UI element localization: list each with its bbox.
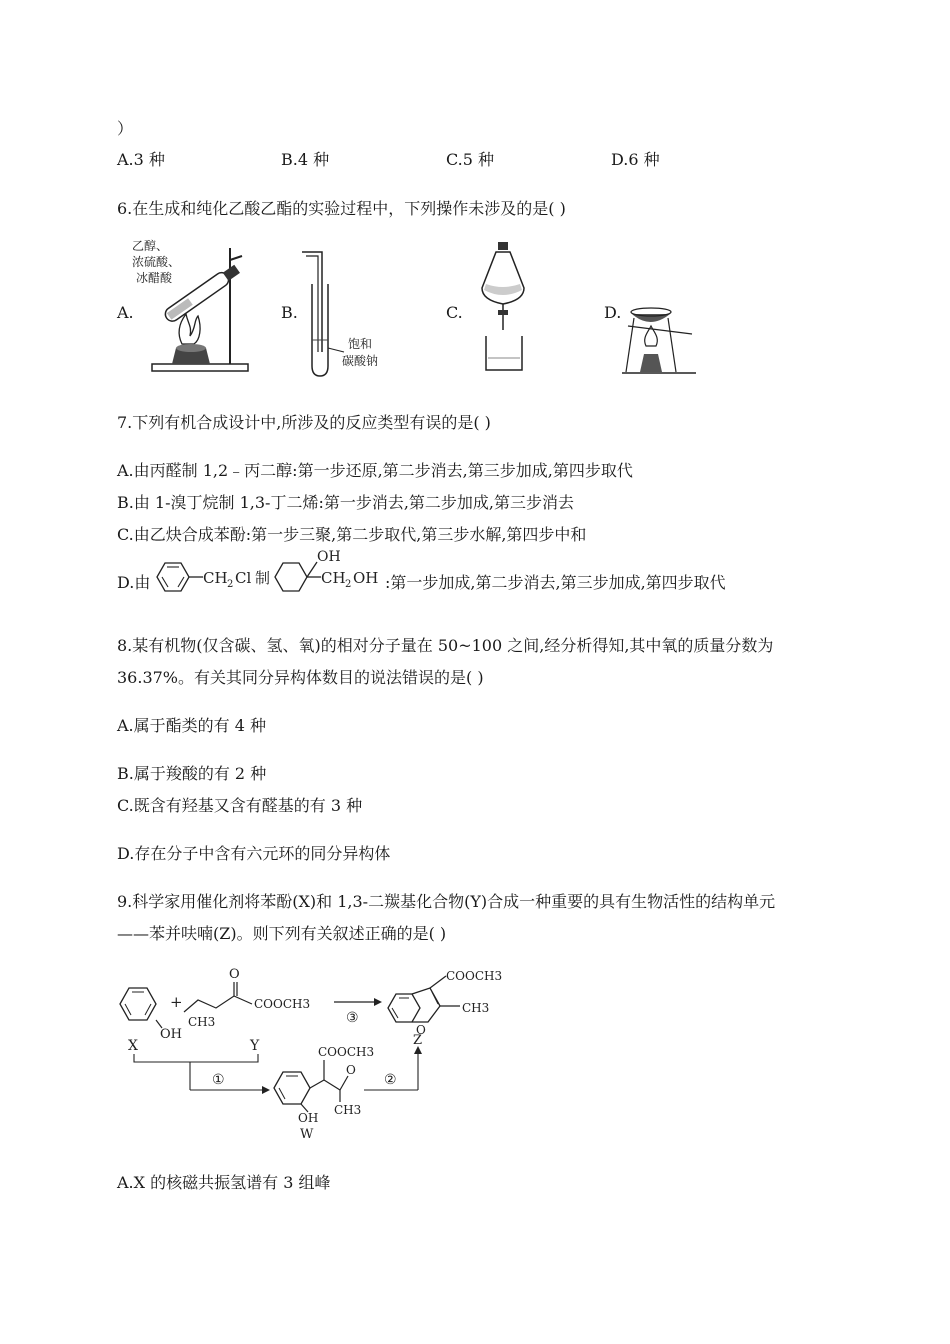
q9-stem-line1: 9.科学家用催化剂将苯酚(X)和 1,3-二羰基化合物(Y)合成一种重要的具有生物活性的结构单元 [117,892,776,911]
q5-option-b: B.4 种 [281,150,330,169]
q6-figure-a-apparatus [130,236,260,378]
q7-option-d-structures [145,548,393,596]
x-oh: OH [160,1027,182,1042]
plus-sign: + [170,993,183,1011]
label-x: X [128,1038,138,1054]
label-w: W [300,1127,314,1140]
z-ring-o: O [416,1023,426,1037]
q5-option-c: C.5 种 [446,150,495,169]
y-ch3: CH3 [188,1015,216,1029]
q6-figure-d-evaporation [622,300,698,378]
figA-line2: 浓硫酸、 [132,255,181,269]
figA-line3: 冰醋酸 [136,271,173,285]
cyclohexyl-oh: OH [317,549,341,565]
w-oh: OH [298,1111,319,1125]
q8-option-a: A.属于酯类的有 4 种 [117,716,266,735]
step-3-label: ③ [346,1010,359,1026]
q6-figure-b-apparatus [296,248,396,380]
q9-stem-line2: ——苯并呋喃(Z)。则下列有关叙述正确的是( ) [117,924,447,943]
figB-line2: 碳酸钠 [342,354,379,368]
y-cooch3: COOCH3 [254,997,311,1011]
benzyl-cl: Cl [235,569,252,587]
w-ketone-o: O [346,1063,356,1077]
q7-option-a: A.由丙醛制 1,2﹣丙二醇:第一步还原,第二步消去,第三步加成,第四步取代 [117,461,633,480]
y-ketone-o: O [229,967,240,982]
label-y: Y [250,1038,260,1054]
q8-option-c: C.既含有羟基又含有醛基的有 3 种 [117,796,363,815]
z-cooch3: COOCH3 [446,969,503,983]
figA-line1: 乙醇、 [132,239,169,253]
z-ch3: CH3 [462,1001,490,1015]
q7-option-b: B.由 1-溴丁烷制 1,3-丁二烯:第一步消去,第二步加成,第三步消去 [117,493,575,512]
hydroxymethyl-oh: OH [353,569,379,587]
q7-option-d-prefix: D.由 [117,573,151,592]
step-2-label: ② [384,1072,397,1088]
q6-label-b: B. [281,303,298,322]
w-cooch3: COOCH3 [318,1045,375,1059]
q8-stem-line1: 8.某有机物(仅含碳、氢、氧)的相对分子量在 50~100 之间,经分析得知,其中氧的质量分数为 [117,636,774,655]
q7-option-d-suffix: :第一步加成,第二步消去,第三步加成,第四步取代 [385,573,726,592]
to-word: 制 [255,569,271,587]
q9-option-a: A.X 的核磁共振氢谱有 3 组峰 [117,1173,331,1192]
hydroxymethyl-sub: 2 [345,579,352,590]
q7-stem: 7.下列有机合成设计中,所涉及的反应类型有误的是( ) [117,413,491,432]
q8-option-b: B.属于羧酸的有 2 种 [117,764,267,783]
q8-stem-line2: 36.37%。有关其同分异构体数目的说法错误的是( ) [117,668,484,687]
q6-figure-c-separatory-funnel [476,240,536,376]
benzyl-ch: CH [203,569,228,587]
q7-option-c: C.由乙炔合成苯酚:第一步三聚,第二步取代,第三步水解,第四步中和 [117,525,587,544]
continued-paren: ） [117,119,134,138]
q5-option-a: A.3 种 [117,150,165,169]
label-z: Z [413,1033,423,1048]
hydroxymethyl-ch: CH [321,569,346,587]
figB-line1: 饱和 [348,337,373,351]
q6-label-a: A. [117,303,134,322]
q8-option-d: D.存在分子中含有六元环的同分异构体 [117,844,391,863]
q6-label-d: D. [604,303,622,322]
q6-stem: 6.在生成和纯化乙酸乙酯的实验过程中，下列操作未涉及的是( ) [117,199,566,218]
step-1-label: ① [212,1072,225,1088]
w-ch3: CH3 [334,1103,362,1117]
benzyl-sub: 2 [227,579,234,590]
q9-reaction-scheme [112,960,532,1140]
q6-label-c: C. [446,303,463,322]
q5-option-d: D.6 种 [611,150,660,169]
